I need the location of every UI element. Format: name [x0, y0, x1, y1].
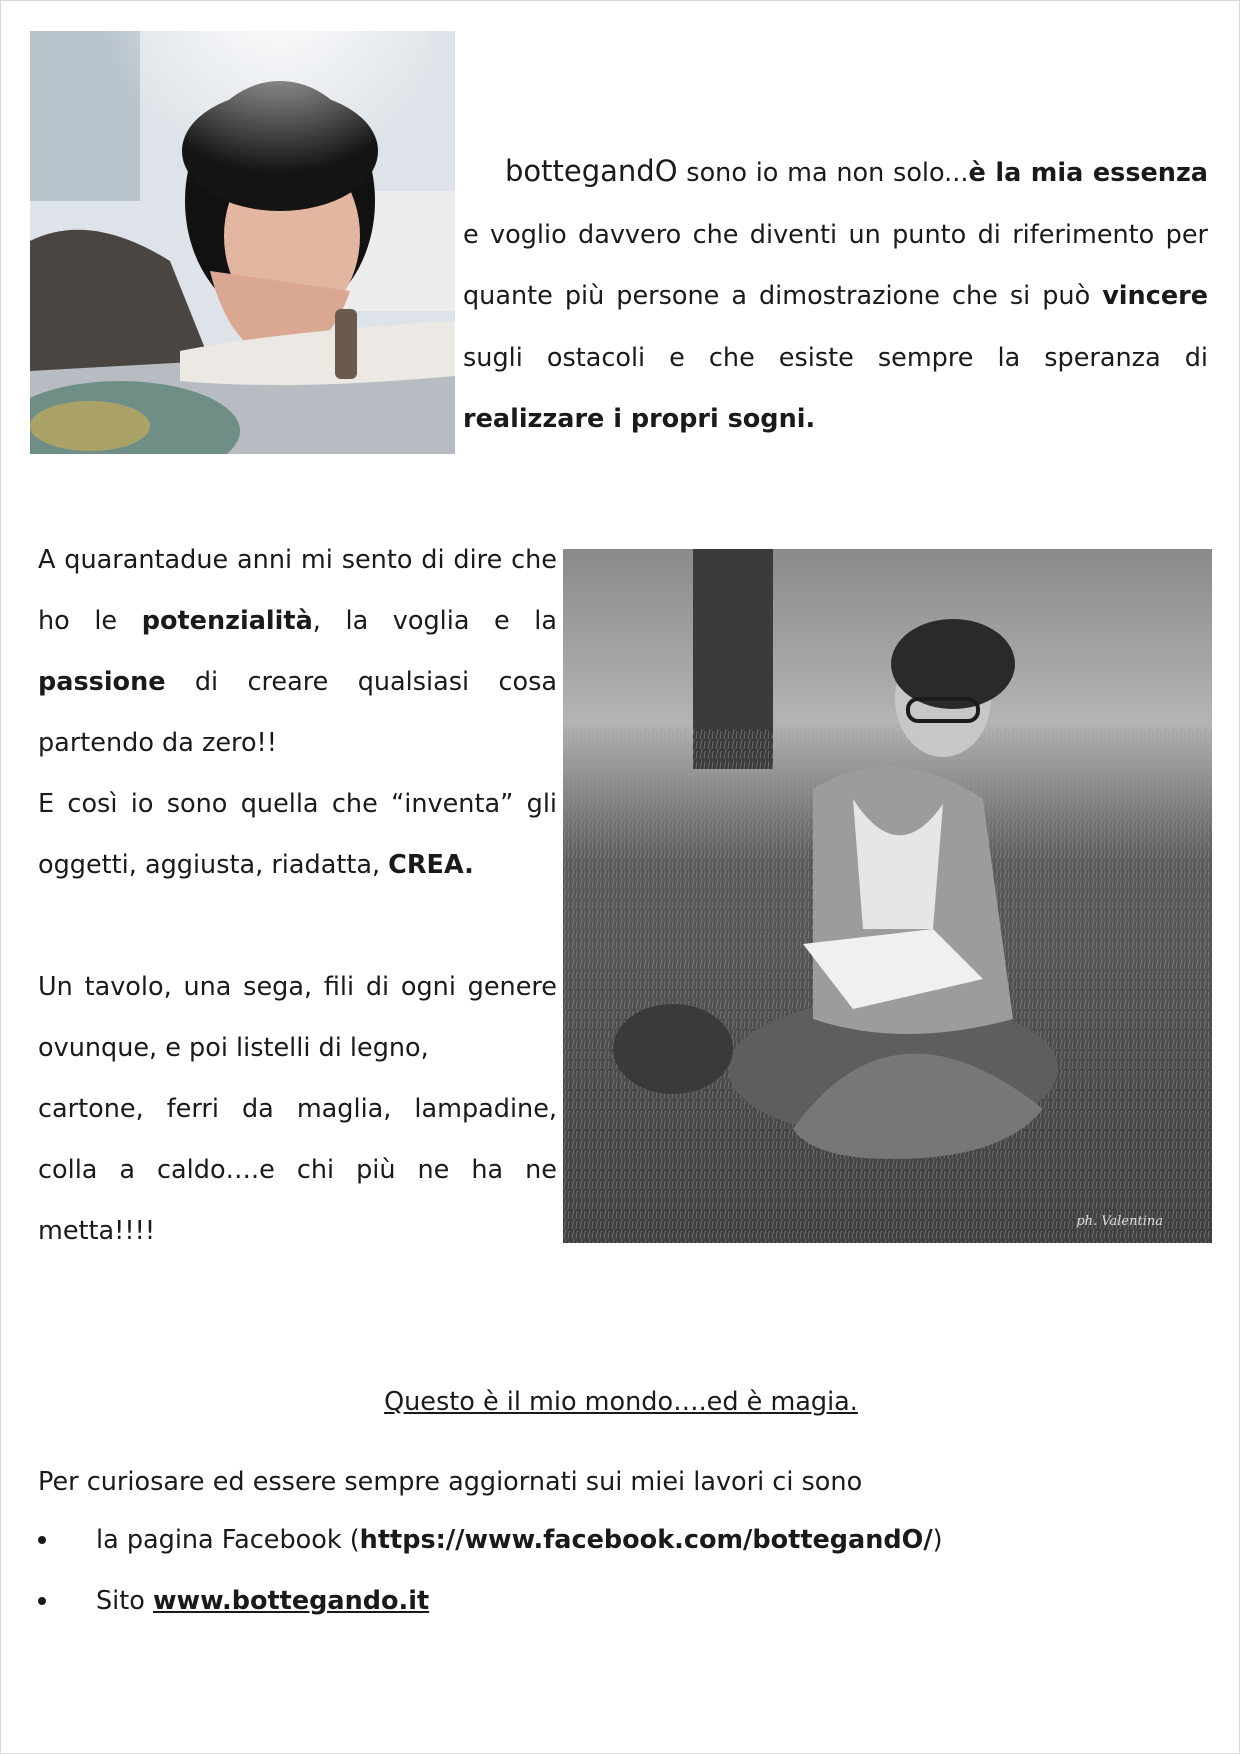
contact-intro: Per curiosare ed essere sempre aggiornati sui miei lavori ci sono [38, 1467, 863, 1497]
p1-bold-passione: passione [38, 667, 166, 697]
contact-info [38, 1467, 943, 1619]
facebook-suffix: ) [932, 1525, 943, 1555]
reading-in-grass-photo [563, 549, 1212, 1243]
intro-bold-essence: è la mia essenza [968, 158, 1209, 188]
photo-signature: ph. Valentina [1076, 1214, 1163, 1229]
p1-text-2: , la voglia e la [312, 606, 557, 636]
brand-name: bottegandO [505, 154, 678, 188]
portrait-photo [30, 31, 455, 454]
facebook-prefix: la pagina Facebook ( [96, 1525, 360, 1555]
site-link[interactable]: www.bottegando.it [152, 1586, 430, 1616]
spacer [38, 896, 557, 957]
paragraph-tools-1: Un tavolo, una sega, fili di ogni genere ovunque, e poi listelli di legno, [38, 972, 557, 1063]
list-item-site [38, 1583, 943, 1619]
intro-text-1: sono io ma non solo... [677, 158, 969, 188]
p2-text-1: E così io sono quella che “inventa” gli oggetti, aggiusta, riadatta, [38, 789, 557, 880]
p2-bold-crea: CREA. [388, 850, 474, 880]
paragraph-potential [38, 530, 557, 774]
intro-text [463, 141, 1208, 451]
site-prefix: Sito [96, 1586, 153, 1616]
paragraph-crea [38, 774, 557, 896]
list-item-facebook [38, 1522, 943, 1558]
p1-text-3: di creare qualsiasi cosa partendo da zero!! [38, 667, 557, 758]
bullet-icon [38, 1536, 46, 1544]
facebook-link[interactable]: https://www.facebook.com/bottegandO/ [359, 1525, 933, 1555]
intro-bold-vincere: vincere [1102, 281, 1208, 311]
p1-text-1: A quarantadue anni mi sento di dire che ho le [38, 545, 557, 636]
bullet-icon [38, 1597, 46, 1605]
p1-bold-potenzialita: potenzialità [141, 606, 313, 636]
intro-text-2: e voglio davvero che diventi un punto di riferimento per quante più persone a dimostrazione che si può [463, 219, 1208, 311]
tagline: Questo è il mio mondo….ed è magia. [384, 1387, 858, 1417]
story-text [38, 530, 557, 1262]
paragraph-tools-2: cartone, ferri da maglia, lampadine, colla a caldo….e chi più ne ha ne metta!!!! [38, 1094, 557, 1246]
intro-bold-sogni: realizzare i propri sogni. [463, 404, 816, 434]
links-list [38, 1522, 943, 1619]
intro-paragraph [463, 141, 1208, 451]
intro-text-3: sugli ostacoli e che esiste sempre la speranza di [463, 342, 1208, 373]
